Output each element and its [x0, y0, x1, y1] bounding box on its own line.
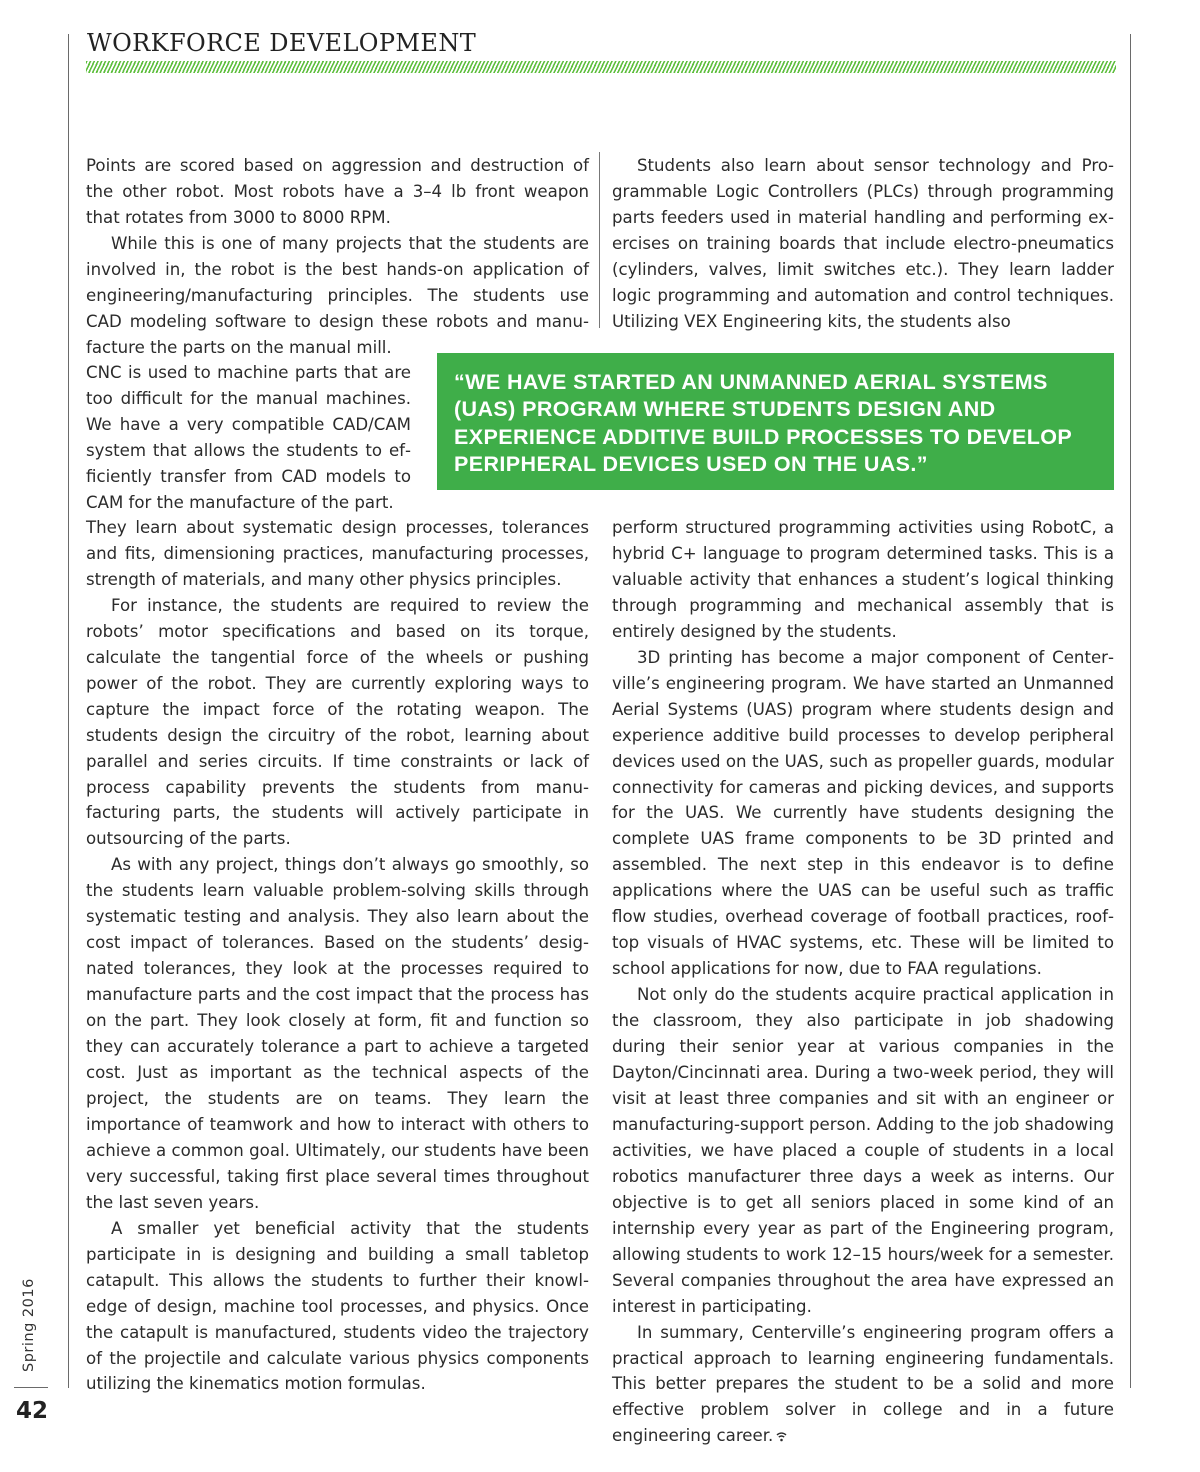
paragraph: They learn about systematic design processes, tolerances and fits, dimensioning practices, manufacturing processes, strength of materials, and many other physics principles.: [86, 518, 589, 589]
paragraph: Not only do the students acquire practical application in the classroom, they also participate in job shadowing during their senior year at various companies in the Dayton/Cincinnati area. During a two-week period, they will visit at least three companies and sit with an engineer or manufacturing-support person. Adding to the job shadowing activities, we have placed a couple of students in a local robotics manufacturer three days a week as interns. Our objective is to get all seniors placed in some kind of an internship every year as part of the Engineering program, allowing students to work 12–15 hours/week for a semester. Several companies throughout the area have expressed an interest in participating.: [612, 985, 1114, 1316]
paragraph-text: In summary, Centerville’s engineering program offers a practical approach to learning engineering fundamentals. This better prepares the student to be a solid and more effective problem solver in college and in a future engineering career.: [612, 1322, 1114, 1446]
paragraph: As with any project, things don’t always go smoothly, so the students learn valuable problem-solving skills through systematic testing and analysis. They also learn about the cost impact of tolerances. Based on the students’ designated tolerances, they look at the processes required to manufacture parts and the cost impact that the process has on the part. They look closely at form, fit and function so they can accurately tolerance a part to achieve a targeted cost. Just as important as the technical aspects of the project, the students are on teams. They learn the importance of teamwork and how to interact with others to achieve a common goal. Ultimately, our students have been very successful, taking first place several times throughout the last seven years.: [86, 855, 589, 1212]
page-number: 42: [16, 1398, 49, 1424]
column2-top-text: [612, 153, 1114, 335]
pull-quote-box: [437, 353, 1114, 490]
column1-narrow-text: [86, 360, 411, 516]
paragraph: For instance, the students are required to review the robots’ motor specifications and based on its torque, calculate the tangential force of the wheels or pushing power of the robot. They are currently exploring ways to capture the impact force of the rotating weapon. The students design the circuitry of the robot, learning about parallel and series circuits. If time constraints or lack of process capability prevents the students from manufacturing parts, the students will actively participate in outsourcing of the parts.: [86, 595, 589, 849]
paragraph: CNC is used to machine parts that are too difficult for the manual machines. We have a very compatible CAD/CAM system that allows the students to efficiently transfer from CAD models to CAM for the manufacture of the part.: [86, 363, 411, 512]
column1-top-text: [86, 153, 589, 361]
issue-date-vertical: Spring 2016: [21, 1278, 37, 1372]
left-margin-rule: [68, 34, 69, 1388]
paragraph: A smaller yet beneficial activity that the students participate in is designing and building a small tabletop catapult. This allows the students to further their knowledge of design, machine tool processes, and physics. Once the catapult is manufactured, students video the trajectory of the projectile and calculate various physics components utilizing the kinematics motion formulas.: [86, 1218, 589, 1394]
header-hatched-rule: [86, 61, 1116, 73]
pull-quote-text: “WE HAVE STARTED AN UNMANNED AERIAL SYSTEMS (UAS) PROGRAM WHERE STUDENTS DESIGN AND EXPERIENCE ADDITIVE BUILD PROCESSES TO DEVELOP PERIPHERAL DEVICES USED ON THE UAS.”: [454, 370, 1072, 477]
wifi-end-mark-icon: [776, 1432, 787, 1442]
column2-bottom-text: [612, 515, 1114, 1449]
footer-rule: [14, 1387, 48, 1388]
paragraph-final: [612, 1320, 1114, 1450]
paragraph: While this is one of many projects that the students are involved in, the robot is the best hands-on application of engineering/manufacturing principles. The students use CAD modeling software to design these robots and manufacture the parts on the manual mill.: [86, 233, 589, 357]
paragraph: perform structured programming activities using RobotC, a hybrid C+ language to program determined tasks. This is a valuable activity that enhances a student’s logical thinking through programming and mechanical assembly that is entirely designed by the students.: [612, 518, 1114, 641]
column-divider: [599, 152, 600, 328]
right-margin-rule: [1130, 34, 1131, 1388]
paragraph: 3D printing has become a major component of Centerville’s engineering program. We have started an Unmanned Aerial Systems (UAS) program where students design and experience additive build processes to develop peripheral devices used on the UAS, such as propeller guards, modular connectivity for cameras and picking devices, and supports for the UAS. We currently have students designing the complete UAS frame components to be 3D printed and assembled. The next step in this endeavor is to define applications where the UAS can be useful such as traffic flow studies, overhead coverage of football practices, rooftop visuals of HVAC systems, etc. These will be limited to school applications for now, due to FAA regulations.: [612, 647, 1114, 979]
column1-bottom-text: [86, 515, 589, 1397]
paragraph: Students also learn about sensor technology and Programmable Logic Controllers (PLCs) through programming parts feeders used in material handling and performing exercises on training boards that include electro-pneumatics (cylinders, valves, limit switches etc.). They learn ladder logic programming and automation and control techniques. Utilizing VEX Engineering kits, the students also: [612, 156, 1114, 331]
paragraph: Points are scored based on aggression and destruction of the other robot. Most robots have a 3–4 lb front weapon that rotates from 3000 to 8000 RPM.: [86, 156, 589, 227]
section-title: WORKFORCE DEVELOPMENT: [87, 29, 477, 57]
